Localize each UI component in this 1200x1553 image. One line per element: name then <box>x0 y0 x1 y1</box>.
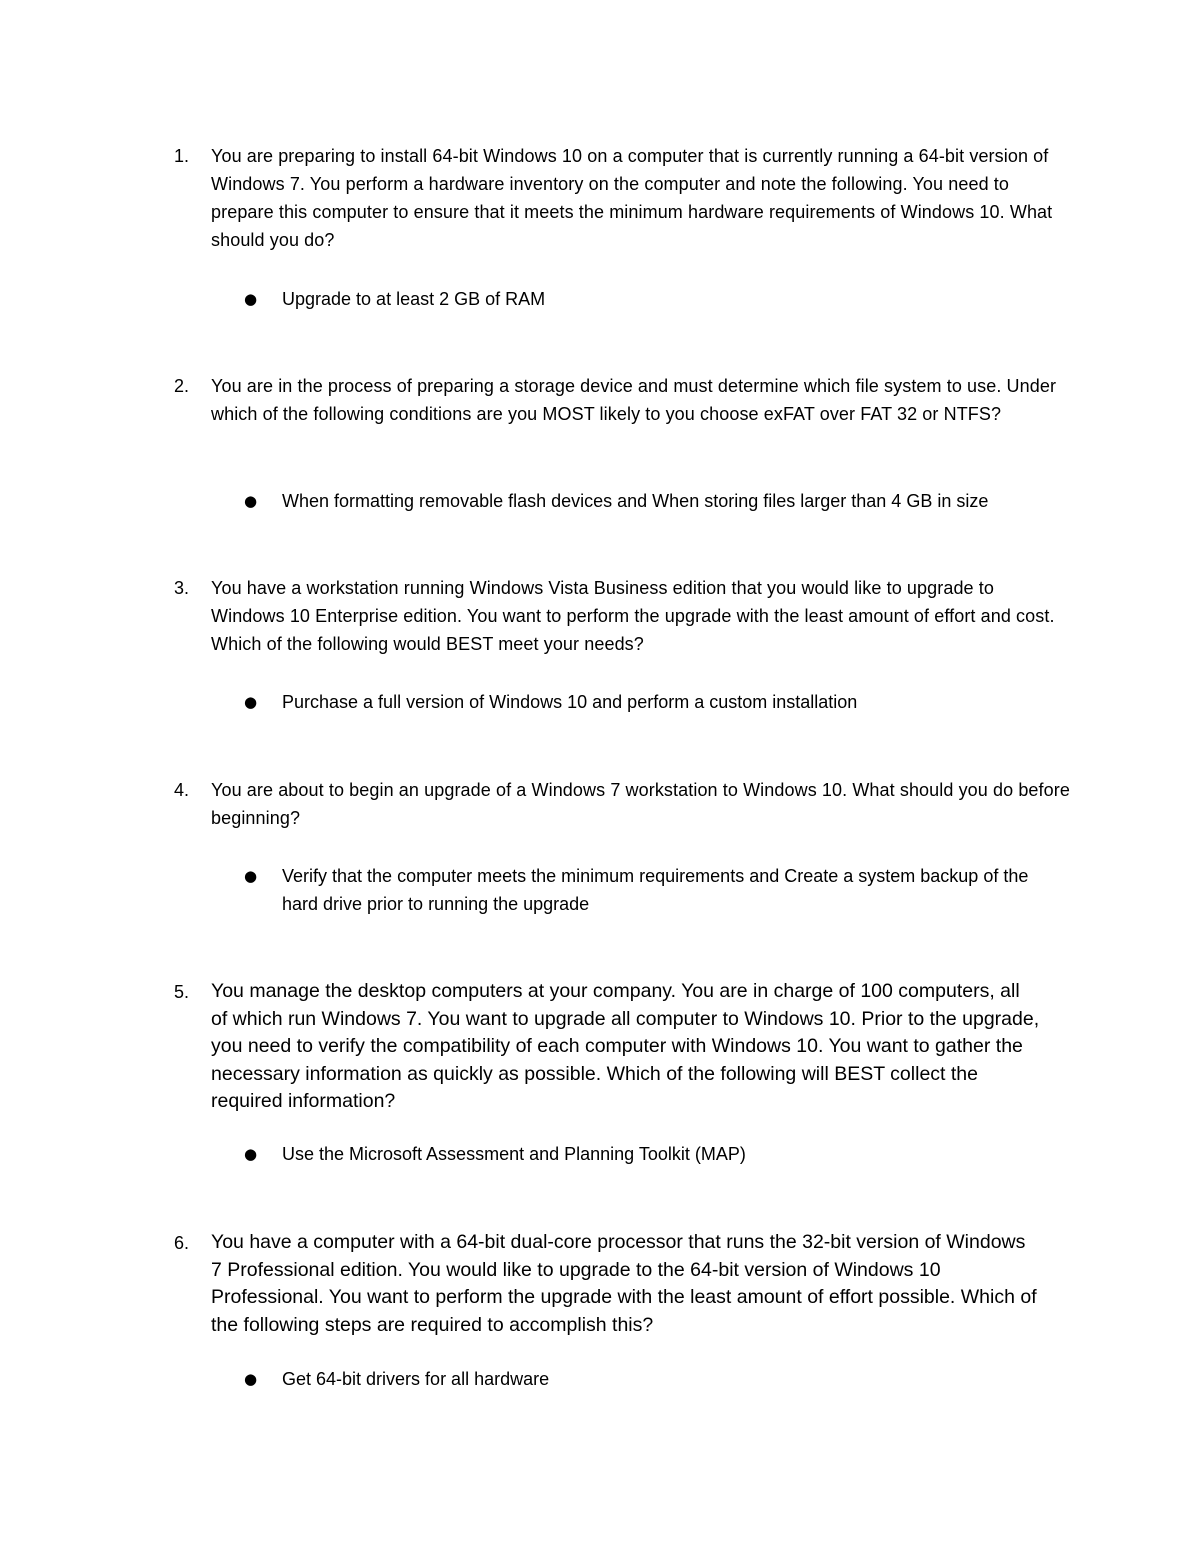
answer-text: Purchase a full version of Windows 10 and perform a custom installation <box>282 692 858 712</box>
bullet-icon: ● <box>244 867 258 885</box>
question-text: You have a computer with a 64-bit dual-core processor that runs the 32-bit version of Windows 7 Professional edition. You would like to upgrade to the 64-bit version of Windows 10 Professional. You want to perform the upgrade with the least amount of effort possible. Which of the following steps are required to accomplish this? <box>211 1231 1037 1336</box>
question-text: You manage the desktop computers at your company. You are in charge of 100 computers, all of which run Windows 7. You want to upgrade all computer to Windows 10. Prior to the upgrade, you need to verify the compatibility of each computer with Windows 10. You want to gather the necessary information as quickly as possible. Which of the following will BEST collect the required information? <box>211 980 1040 1112</box>
answer-text: Get 64-bit drivers for all hardware <box>282 1369 550 1389</box>
question-number: 2. <box>174 376 190 396</box>
answer-text: Upgrade to at least 2 GB of RAM <box>282 289 546 309</box>
question-text: You are preparing to install 64-bit Windows 10 on a computer that is currently running a 64-bit version of Windows 7. You perform a hardware inventory on the computer and note the following. You need to prepare this computer to ensure that it meets the minimum hardware requirements of Windows 10. What should you do? <box>211 146 1053 250</box>
question-text: You are in the process of preparing a storage device and must determine which file system to use. Under which of the following conditions are you MOST likely to you choose exFAT over FAT 32 or NTFS? <box>211 376 1057 424</box>
bullet-icon: ● <box>244 1145 258 1163</box>
bullet-icon: ● <box>244 492 258 510</box>
bullet-icon: ● <box>244 693 258 711</box>
question-number: 3. <box>174 578 190 598</box>
question-text: You are about to begin an upgrade of a Windows 7 workstation to Windows 10. What should you do before beginning? <box>211 780 1070 828</box>
answer-text: When formatting removable flash devices and When storing files larger than 4 GB in size <box>282 491 989 511</box>
bullet-icon: ● <box>244 290 258 308</box>
question-number: 4. <box>174 780 190 800</box>
question-text: You have a workstation running Windows Vista Business edition that you would like to upgrade to Windows 10 Enterprise edition. You want to perform the upgrade with the least amount of effort and cost. Which of the following would BEST meet your needs? <box>211 578 1055 654</box>
bullet-icon: ● <box>244 1370 258 1388</box>
question-number: 5. <box>174 982 190 1002</box>
question-number: 1. <box>174 146 190 166</box>
answer-text: Verify that the computer meets the minimum requirements and Create a system backup of the hard drive prior to running the upgrade <box>282 866 1029 914</box>
answer-text: Use the Microsoft Assessment and Planning Toolkit (MAP) <box>282 1144 746 1164</box>
question-number: 6. <box>174 1233 190 1253</box>
